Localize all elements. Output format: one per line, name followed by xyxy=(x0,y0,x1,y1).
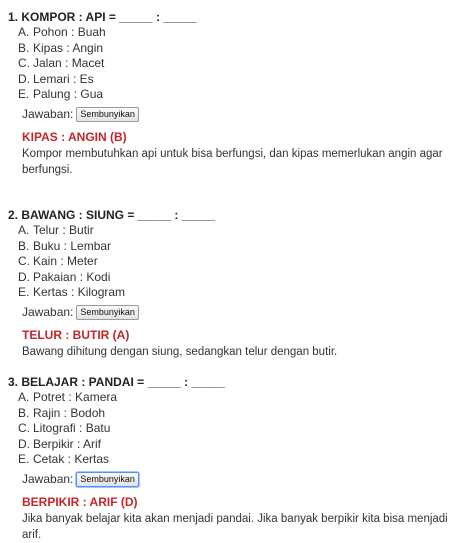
option-b xyxy=(18,239,468,255)
option-text: Berpikir : Arif xyxy=(33,436,102,451)
hide-answer-button[interactable]: Sembunyikan xyxy=(76,305,139,320)
option-text: Jalan : Macet xyxy=(33,56,105,70)
option-letter: E. xyxy=(18,285,30,299)
answer-toggle-row xyxy=(8,106,468,123)
jawaban-label: Jawaban: xyxy=(22,305,74,319)
option-text: Kertas : Kilogram xyxy=(33,285,126,299)
option-a xyxy=(18,223,468,239)
option-letter: D. xyxy=(18,269,30,284)
jawaban-label: Jawaban: xyxy=(22,107,74,121)
option-text: Kain : Meter xyxy=(33,254,98,268)
answer-text: TELUR : BUTIR (A) xyxy=(22,327,130,342)
option-text: Potret : Kamera xyxy=(33,390,118,404)
option-a xyxy=(18,390,468,406)
option-letter: A. xyxy=(18,25,30,39)
option-letter: B. xyxy=(18,40,30,55)
option-letter: D. xyxy=(18,71,30,86)
option-list xyxy=(8,390,468,468)
answer-toggle-row xyxy=(8,471,468,488)
question-title: 1. KOMPOR : API = _____ : _____ xyxy=(8,10,197,24)
hide-answer-button[interactable]: Sembunyikan xyxy=(76,107,139,122)
option-c xyxy=(18,421,468,437)
option-text: Litografi : Batu xyxy=(33,421,111,435)
option-c xyxy=(18,56,468,72)
option-letter: C. xyxy=(18,56,30,70)
option-text: Pakaian : Kodi xyxy=(33,269,111,284)
option-c xyxy=(18,254,468,270)
answer-explanation: Kompor membutuhkan api untuk bisa berfungsi, dan kipas memerlukan angin agar berfungsi. xyxy=(22,147,443,176)
question-title: 2. BAWANG : SIUNG = _____ : _____ xyxy=(8,208,216,222)
option-e xyxy=(18,285,468,301)
option-d xyxy=(18,72,468,88)
option-text: Buku : Lembar xyxy=(33,238,112,253)
question-title: 3. BELAJAR : PANDAI = _____ : _____ xyxy=(8,375,225,389)
option-b xyxy=(18,406,468,422)
answer-text: BERPIKIR : ARIF (D) xyxy=(22,494,138,509)
answer-toggle-row xyxy=(8,304,468,321)
question-1 xyxy=(8,9,468,178)
answer-explanation: Jika banyak belajar kita akan menjadi pandai. Jika banyak berpikir kita bisa menjadi arif. xyxy=(22,512,448,541)
option-letter: C. xyxy=(18,254,30,268)
option-text: Kipas : Angin xyxy=(33,40,104,55)
option-list xyxy=(8,223,468,301)
option-text: Lemari : Es xyxy=(33,71,94,86)
answer-explanation: Bawang dihitung dengan siung, sedangkan telur dengan butir. xyxy=(22,345,338,358)
option-letter: A. xyxy=(18,223,30,237)
option-letter: E. xyxy=(18,452,30,466)
option-letter: B. xyxy=(18,405,30,420)
option-d xyxy=(18,270,468,286)
question-3 xyxy=(8,374,468,543)
hide-answer-button[interactable]: Sembunyikan xyxy=(76,472,139,487)
option-letter: B. xyxy=(18,238,30,253)
option-letter: C. xyxy=(18,421,30,435)
option-text: Telur : Butir xyxy=(33,223,94,237)
option-a xyxy=(18,25,468,41)
answer-text: KIPAS : ANGIN (B) xyxy=(22,129,127,144)
jawaban-label: Jawaban: xyxy=(22,472,74,486)
option-letter: A. xyxy=(18,390,30,404)
option-e xyxy=(18,87,468,103)
option-d xyxy=(18,437,468,453)
question-2 xyxy=(8,207,468,360)
option-text: Cetak : Kertas xyxy=(33,452,110,466)
option-letter: E. xyxy=(18,87,30,101)
option-e xyxy=(18,452,468,468)
option-b xyxy=(18,41,468,57)
option-text: Palung : Gua xyxy=(33,87,104,101)
option-list xyxy=(8,25,468,103)
option-text: Rajin : Bodoh xyxy=(33,405,106,420)
option-letter: D. xyxy=(18,436,30,451)
option-text: Pohon : Buah xyxy=(33,25,106,39)
